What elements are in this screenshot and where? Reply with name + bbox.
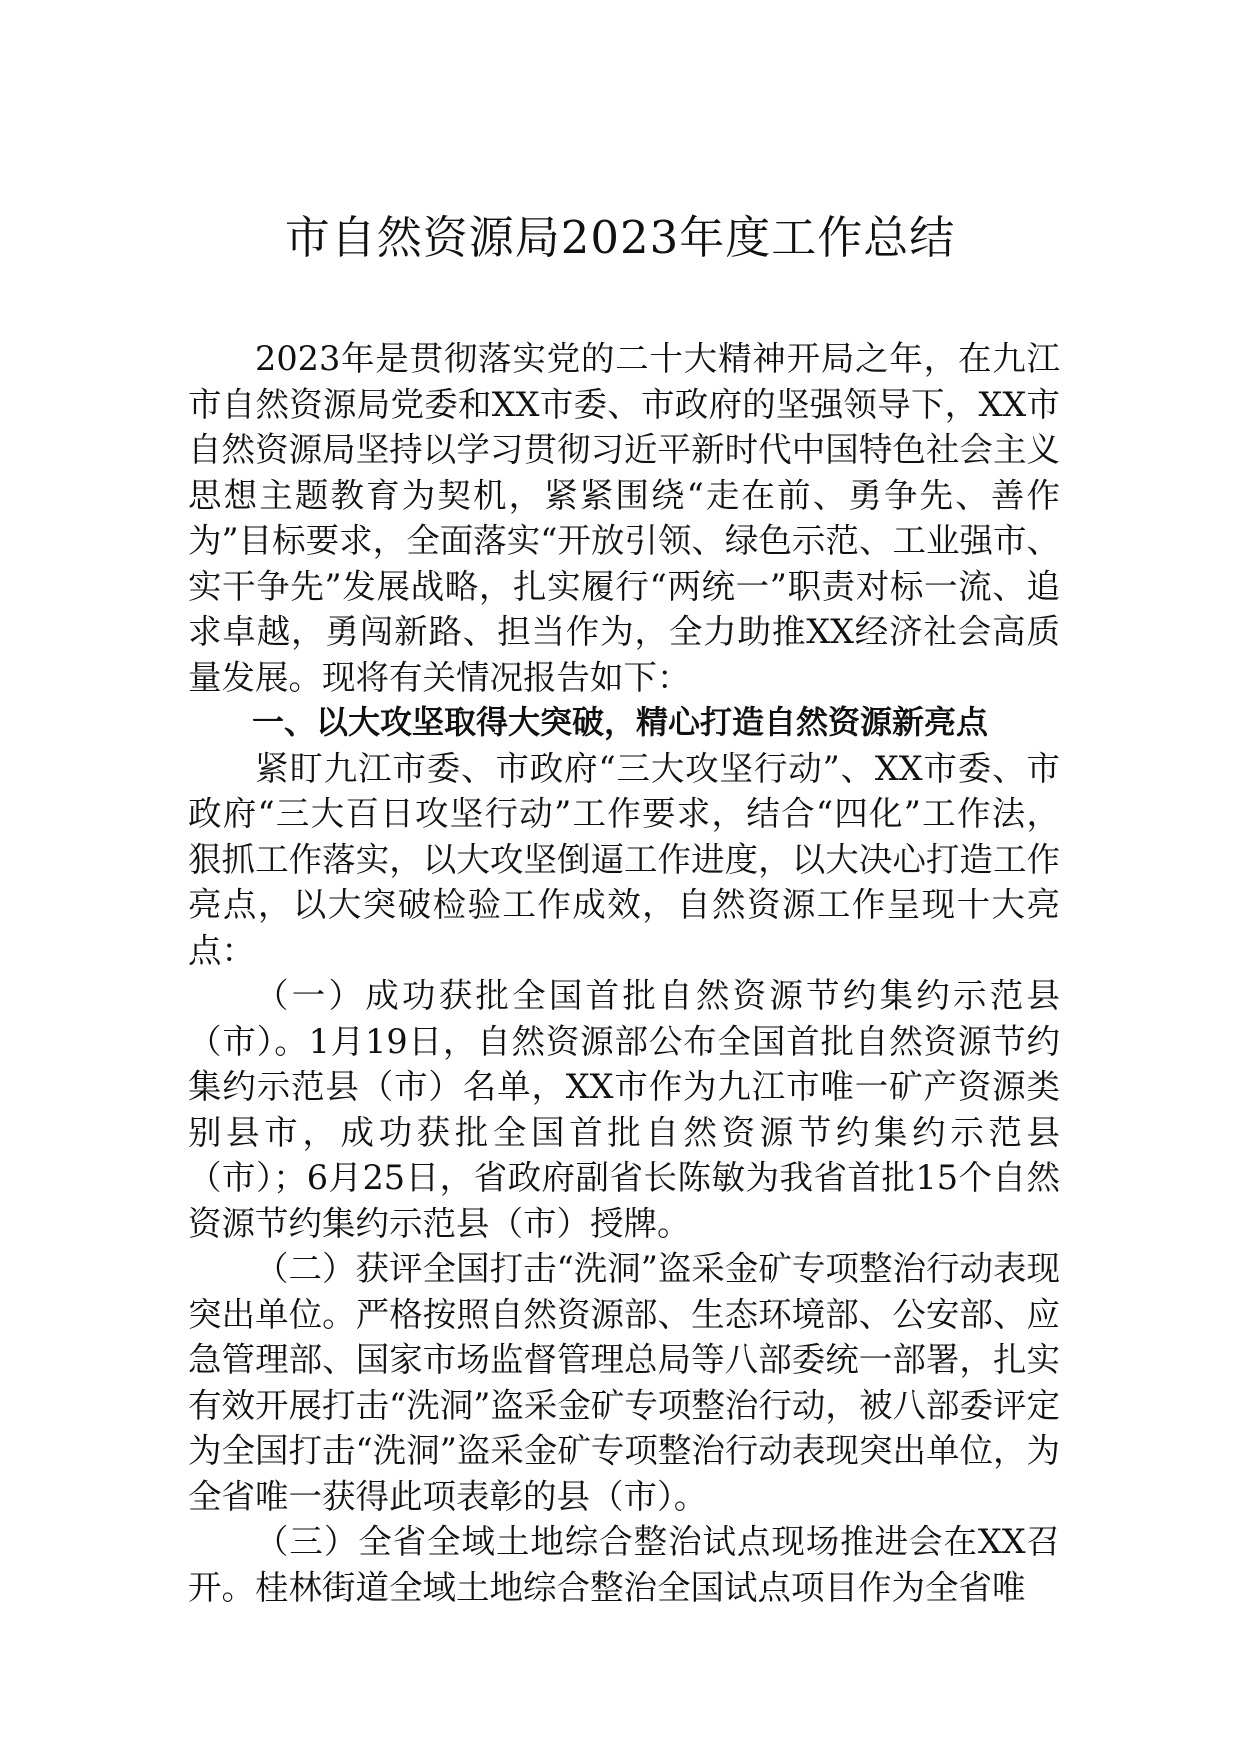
highlight-3-paragraph: （三）全省全域土地综合整治试点现场推进会在XX召开。桂林街道全域土地综合整治全国试点项目作为全省唯 [188,1522,1060,1607]
document-body [188,336,1060,1610]
highlight-1-paragraph: （一）成功获批全国首批自然资源节约集约示范县（市）。1月19日，自然资源部公布全国首批自然资源节约集约示范县（市）名单，XX市作为九江市唯一矿产资源类别县市，成功获批全国首批自然资源节约集约示范县（市）；6月25日，省政府副省长陈敏为我省首批15个自然资源节约集约示范县（市）授牌。 [188,976,1060,1243]
section-heading-1: 一、以大攻坚取得大突破，精心打造自然资源新亮点 [252,703,989,741]
document-title: 市自然资源局2023年度工作总结 [284,211,956,264]
highlight-2-paragraph: （二）获评全国打击“洗洞”盗采金矿专项整治行动表现突出单位。严格按照自然资源部、生态环境部、公安部、应急管理部、国家市场监督管理总局等八部委统一部署，扎实有效开展打击“洗洞”盗采金矿专项整治行动，被八部委评定为全国打击“洗洞”盗采金矿专项整治行动表现突出单位，为全省唯一获得此项表彰的县（市）。 [188,1249,1060,1516]
intro-paragraph: 2023年是贯彻落实党的二十大精神开局之年，在九江市自然资源局党委和XX市委、市政府的坚强领导下，XX市自然资源局坚持以学习贯彻习近平新时代中国特色社会主义思想主题教育为契机，紧紧围绕“走在前、勇争先、善作为”目标要求，全面落实“开放引领、绿色示范、工业强市、实干争先”发展战略，扎实履行“两统一”职责对标一流、追求卓越，勇闯新路、担当作为，全力助推XX经济社会高质量发展。现将有关情况报告如下： [188,339,1060,697]
section-1-intro-paragraph: 紧盯九江市委、市政府“三大攻坚行动”、XX市委、市政府“三大百日攻坚行动”工作要求，结合“四化”工作法，狠抓工作落实，以大攻坚倒逼工作进度，以大决心打造工作亮点，以大突破检验工作成效，自然资源工作呈现十大亮点： [188,748,1060,970]
